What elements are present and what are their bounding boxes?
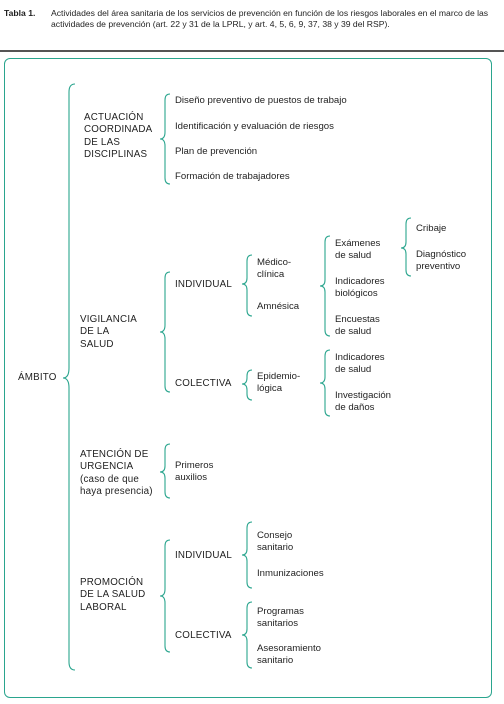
brace-vig-individual — [242, 255, 252, 316]
cribaje: Cribaje — [416, 223, 447, 234]
medico-clinica: Médico- clínica — [257, 257, 292, 281]
actuacion-item-4: Formación de trabajadores — [175, 171, 290, 182]
promo-colectiva-label: COLECTIVA — [175, 630, 232, 641]
epidemiologica: Epidemio- lógica — [257, 371, 301, 395]
brace-examenes — [401, 218, 411, 276]
atencion-label: ATENCIÓN DE URGENCIA (caso de que haya presencia) — [80, 449, 153, 498]
brace-medico — [320, 236, 330, 336]
diagnostico-preventivo: Diagnóstico preventivo — [416, 249, 467, 273]
vig-individual-label: INDIVIDUAL — [175, 279, 232, 290]
actuacion-item-1: Diseño preventivo de puestos de trabajo — [175, 95, 347, 106]
brace-ambito — [63, 84, 75, 670]
programas-sanitarios: Programas sanitarios — [257, 606, 304, 630]
actuacion-item-3: Plan de prevención — [175, 146, 258, 157]
brace-epidemio — [320, 350, 330, 416]
investigacion-danos: Investigación de daños — [335, 390, 391, 414]
primeros-auxilios: Primeros auxilios — [175, 460, 214, 484]
brace-promocion — [160, 540, 170, 652]
encuestas-salud: Encuestas de salud — [335, 314, 380, 338]
brace-atencion — [160, 444, 170, 498]
brace-promo-colectiva — [242, 602, 252, 668]
actuacion-item-2: Identificación y evaluación de riesgos — [175, 121, 334, 132]
brace-promo-individual — [242, 522, 252, 588]
brace-actuacion — [160, 94, 170, 184]
asesoramiento-sanitario: Asesoramiento sanitario — [257, 643, 321, 667]
vigilancia-label: VIGILANCIA DE LA SALUD — [80, 314, 137, 350]
examenes-salud: Exámenes de salud — [335, 238, 381, 262]
indicadores-salud: Indicadores de salud — [335, 352, 385, 376]
actuacion-label: ACTUACIÓN COORDINADA DE LAS DISCIPLINAS — [84, 112, 153, 161]
promocion-label: PROMOCIÓN DE LA SALUD LABORAL — [80, 577, 146, 613]
brace-vigilancia — [160, 272, 170, 392]
ambito-label: ÁMBITO — [18, 372, 57, 383]
brace-vig-colectiva — [242, 370, 252, 400]
caption-text: Actividades del área sanitaria de los servicios de prevención en función de los riesgos laborales en el marco de las actividades de prevención (art. 22 y 31 de la LPRL, y art. 4, 5, 6, 9, 37, 38 y 39 del RSP). — [51, 8, 489, 29]
consejo-sanitario: Consejo sanitario — [257, 530, 294, 554]
vig-colectiva-label: COLECTIVA — [175, 378, 232, 389]
promo-individual-label: INDIVIDUAL — [175, 550, 232, 561]
caption-label: Tabla 1. — [4, 8, 36, 18]
indicadores-biologicos: Indicadores biológicos — [335, 276, 385, 300]
inmunizaciones: Inmunizaciones — [257, 568, 324, 579]
amnesica: Amnésica — [257, 301, 300, 312]
